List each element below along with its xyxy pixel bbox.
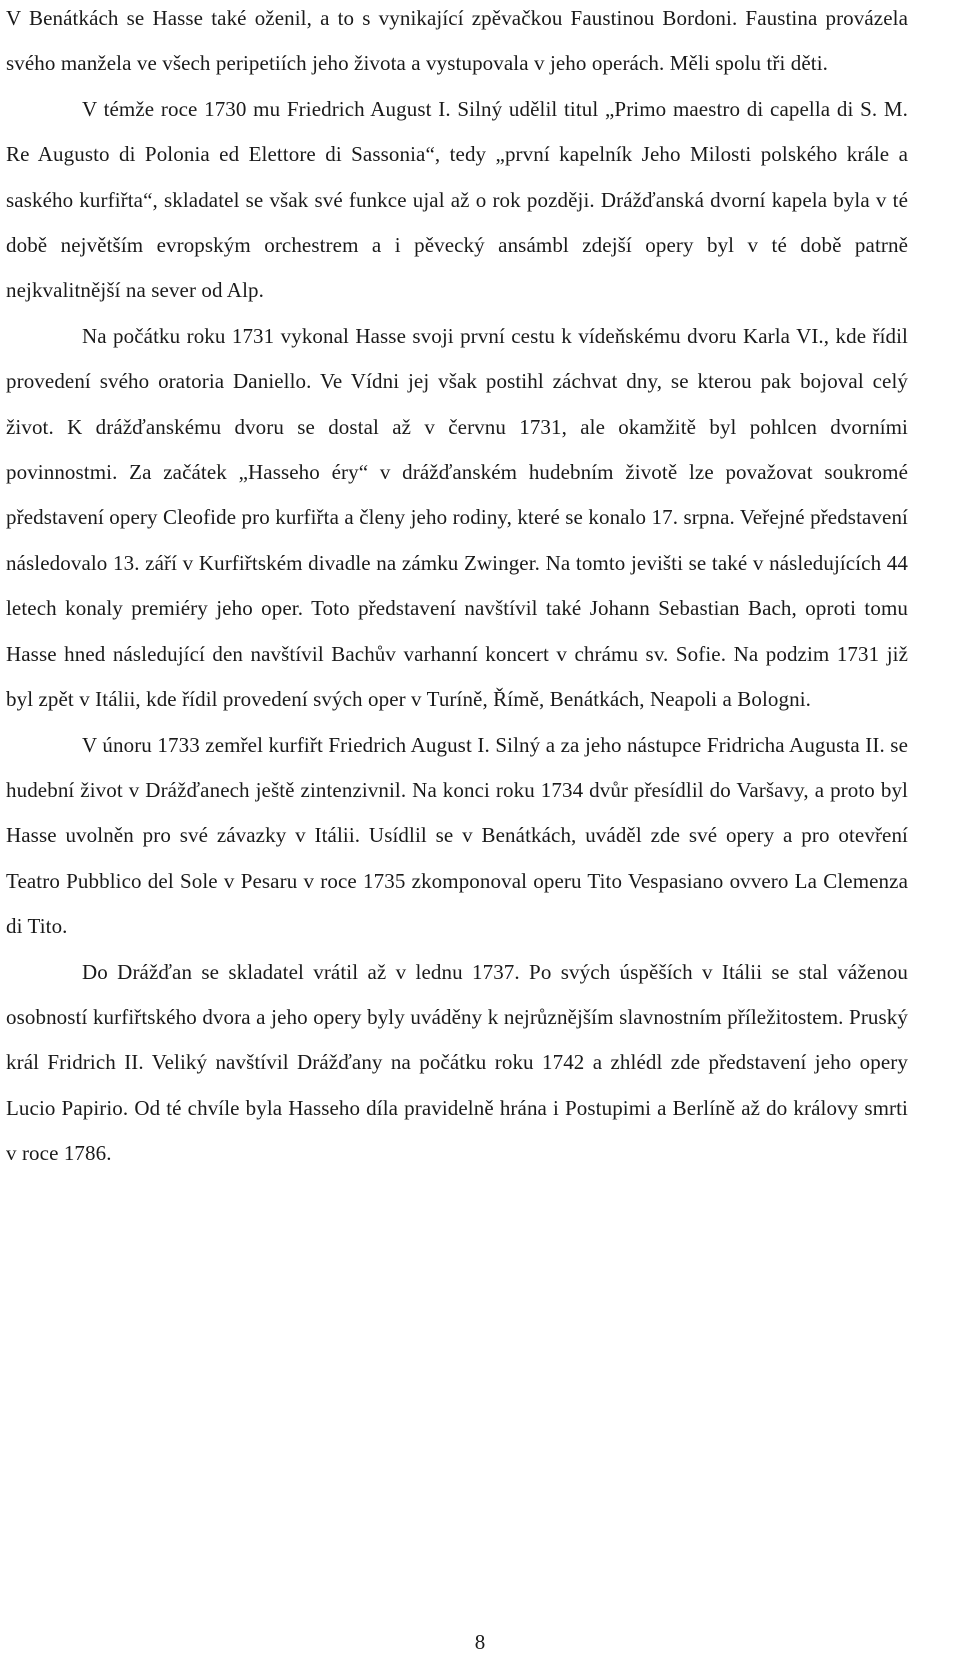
paragraph-death-of-elector: V únoru 1733 zemřel kurfiřt Friedrich August I. Silný a za jeho nástupce Fridricha Augusta II. se hudební život v Drážďanech ještě zintenzivnil. Na konci roku 1734 dvůr přesídlil do Varšavy, a proto byl Hasse uvolněn pro své závazky v Itálii. Usídlil se v Benátkách, uváděl zde své opery a pro otevření Teatro Pubblico del Sole v Pesaru v roce 1735 zkomponoval operu Tito Vespasiano ovvero La Clemenza di Tito. [6,732,908,939]
paragraph-vienna-trip: Na počátku roku 1731 vykonal Hasse svoji první cestu k vídeňskému dvoru Karla VI., kde řídil provedení svého oratoria Daniello. Ve Vídni jej však postihl záchvat dny, se kterou pak bojoval celý život. K drážďanskému dvoru se dostal až v červnu 1731, ale okamžitě byl pohlcen dvorními povinnostmi. Za začátek „Hasseho éry“ v drážďanském hudebním životě lze považovat soukromé představení opery Cleofide pro kurfiřta a členy jeho rodiny, které se konalo 17. srpna. Veřejné představení následovalo 13. září v Kurfiřtském divadle na zámku Zwinger. Na tomto jevišti se také v následujících 44 letech konaly premiéry jeho oper. Toto představení navštívil také Johann Sebastian Bach, oproti tomu Hasse hned následující den navštívil Bachův varhanní koncert v chrámu sv. Sofie. Na podzim 1731 již byl zpět v Itálii, kde řídil provedení svých oper v Turíně, Římě, Benátkách, Neapoli a Bologni. [6,323,908,712]
page-number: 8 [474,1630,486,1654]
paragraph-benatky: V Benátkách se Hasse také oženil, a to s vynikající zpěvačkou Faustinou Bordoni. Faustina provázela svého manžela ve všech peripetiích jeho života a vystupovala v jeho operách. Měli spolu tři děti. [6,6,908,76]
paragraph-primo-maestro: V témže roce 1730 mu Friedrich August I. Silný udělil titul „Primo maestro di capella di S. M. Re Augusto di Polonia ed Elettore di Sassonia“, tedy „první kapelník Jeho Milosti polského krále a saského kurfiřta“, skladatel se však své funkce ujal až o rok později. Drážďanská dvorní kapela byla v té době největším evropským orchestrem a i pěvecký ansámbl zdejší opery byl v té době patrně nejkvalitnější na sever od Alp. [6,96,908,303]
paragraph-return-to-dresden: Do Drážďan se skladatel vrátil až v lednu 1737. Po svých úspěších v Itálii se stal váženou osobností kurfiřtského dvora a jeho opery byly uváděny k nejrůznějším slavnostním příležitostem. Pruský král Fridrich II. Veliký navštívil Drážďany na počátku roku 1742 a zhlédl zde představení jeho opery Lucio Papirio. Od té chvíle byla Hasseho díla pravidelně hrána i Postupimi a Berlíně až do královy smrti v roce 1786. [6,959,908,1166]
body-text [6,0,908,1177]
